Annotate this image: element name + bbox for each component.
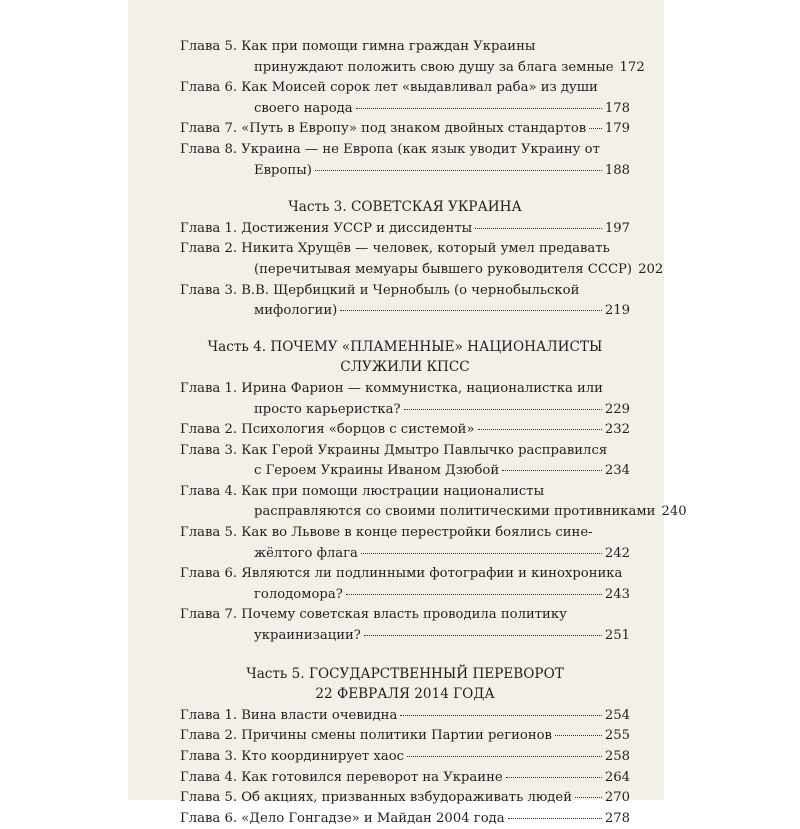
entry-last-line [180, 626, 630, 647]
page-number: 178 [604, 100, 630, 116]
dot-leader [340, 310, 602, 311]
toc-entry [180, 239, 664, 280]
entry-last-line [180, 58, 645, 79]
entry-last-line [180, 726, 630, 747]
section-title-line2: 22 ФЕВРАЛЯ 2014 ГОДА [315, 686, 495, 703]
entry-text: Глава 1. Вина власти очевидна [180, 707, 398, 723]
page-number: 243 [604, 586, 630, 602]
entry-text: Глава 2. Причины смены политики Партии регионов [180, 728, 552, 744]
toc-entry [180, 726, 630, 747]
toc-entry [180, 420, 630, 441]
dot-leader [502, 470, 602, 471]
entry-text: Глава 5. Как при помощи гимна граждан Украины [180, 39, 536, 54]
entry-text: Глава 3. В.В. Щербицкий и Чернобыль (о чернобыльской [180, 282, 580, 298]
entry-text: Глава 3. Как Герой Украины Дмытро Павлычко расправился [180, 442, 608, 458]
page-number: 255 [604, 728, 630, 744]
dot-leader [346, 594, 602, 595]
page-number: 197 [604, 220, 630, 236]
entry-last-line [180, 99, 630, 120]
page-number: 232 [604, 422, 630, 438]
toc-entry [180, 140, 630, 181]
page-number: 188 [604, 162, 630, 178]
entry-text: Глава 1. Ирина Фарион — коммунистка, националистка или [180, 380, 603, 396]
entry-text: Глава 5. Как во Львове в конце перестройки боялись сине- [180, 525, 593, 541]
entry-text: жёлтого флага [254, 545, 358, 561]
toc-entry [180, 605, 630, 646]
entry-text: мифологии) [254, 303, 338, 319]
page-number: 270 [604, 790, 630, 806]
entry-text: Глава 7. Почему советская власть проводила политику [180, 607, 567, 623]
page-number: 278 [604, 810, 630, 826]
entry-text: Глава 6. Являются ли подлинными фотографии и кинохроника [180, 566, 623, 582]
section-title: Часть 4. ПОЧЕМУ «ПЛАМЕННЫЕ» НАЦИОНАЛИСТЫ [207, 338, 603, 355]
section-title: Часть 5. ГОСУДАРСТВЕННЫЙ ПЕРЕВОРОТ [246, 665, 564, 682]
dot-leader [478, 429, 602, 430]
toc-entry [180, 768, 630, 789]
entry-last-line [180, 119, 630, 140]
dot-leader [508, 818, 602, 819]
toc-entry [180, 379, 630, 420]
entry-last-line [180, 706, 630, 727]
entry-last-line [180, 461, 630, 482]
toc-entry [180, 219, 630, 240]
section-title: Часть 3. СОВЕТСКАЯ УКРАИНА [288, 199, 522, 216]
dot-leader [315, 170, 602, 171]
entry-last-line [180, 161, 630, 182]
entry-text: Европы) [254, 162, 312, 178]
dot-leader [555, 735, 602, 736]
entry-text: Глава 6. Как Моисей сорок лет «выдавливал раба» из души [180, 80, 598, 96]
page-number: 254 [604, 707, 630, 723]
entry-last-line [180, 260, 664, 281]
page-number: 179 [604, 121, 630, 137]
entry-last-line [180, 400, 630, 421]
page-number: 219 [604, 303, 630, 319]
dot-leader [356, 108, 602, 109]
entry-text: Глава 2. Никита Хрущёв — человек, который умел предавать [180, 241, 610, 257]
entry-text: с Героем Украины Иваном Дзюбой [254, 463, 500, 479]
page-number: 234 [604, 463, 630, 479]
dot-leader [364, 635, 602, 636]
entry-last-line [180, 788, 630, 809]
page-number: 251 [604, 628, 630, 644]
entry-text: Глава 7. «Путь в Европу» под знаком двойных стандартов [180, 121, 587, 137]
entry-last-line [180, 809, 630, 829]
toc-entry [180, 482, 687, 523]
entry-text: Глава 3. Кто координирует хаос [180, 749, 405, 764]
dot-leader [400, 715, 602, 716]
page-number: 258 [604, 749, 630, 764]
dot-leader [475, 228, 602, 229]
entry-text: голодомора? [254, 586, 343, 602]
toc-entry [180, 523, 630, 564]
entry-last-line [180, 420, 630, 441]
toc-entry [180, 564, 630, 605]
dot-leader [589, 128, 602, 129]
entry-text: своего народа [254, 100, 353, 116]
toc-entry [180, 788, 630, 809]
entry-last-line [180, 768, 630, 789]
entry-last-line [180, 219, 630, 240]
entry-last-line [180, 544, 630, 565]
toc-entry [180, 809, 630, 829]
entry-text: расправляются со своими политическими противниками [254, 504, 656, 520]
section-title-line2: СЛУЖИЛИ КПСС [340, 359, 470, 376]
entry-last-line [180, 585, 630, 606]
entry-text: просто карьеристка? [254, 401, 401, 417]
entry-text: принуждают положить свою душу за блага земные [254, 59, 614, 75]
entry-text: Глава 5. Об акциях, призванных взбудораживать людей [180, 790, 573, 806]
entry-text: Глава 4. Как при помощи люстрации националисты [180, 483, 545, 499]
toc-entry [180, 747, 630, 768]
entry-text: украинизации? [254, 628, 361, 644]
entry-last-line [180, 502, 687, 523]
dot-leader [407, 756, 602, 757]
entry-text: Глава 1. Достижения УССР и диссиденты [180, 220, 473, 236]
toc-entry [180, 37, 645, 78]
entry-text: Глава 2. Психология «борцов с системой» [180, 422, 475, 438]
toc-entry [180, 119, 630, 140]
dot-leader [361, 553, 602, 554]
page-number: 264 [604, 769, 630, 785]
page-number: 240 [661, 504, 687, 520]
table-of-contents [180, 37, 687, 829]
entry-text: Глава 8. Украина — не Европа (как язык уводит Украину от [180, 141, 600, 157]
dot-leader [506, 777, 602, 778]
entry-text: (перечитывая мемуары бывшего руководителя СССР) [254, 261, 633, 277]
toc-entry [180, 281, 630, 322]
toc-entry [180, 706, 630, 727]
dot-leader [404, 409, 602, 410]
page-number: 202 [638, 261, 664, 277]
page-number: 172 [619, 59, 645, 75]
dot-leader [575, 797, 602, 798]
entry-last-line [180, 747, 630, 768]
page-number: 242 [604, 545, 630, 561]
entry-last-line [180, 301, 630, 322]
toc-entry [180, 78, 630, 119]
book-page [128, 0, 687, 826]
entry-text: Глава 4. Как готовился переворот на Украине [180, 769, 503, 785]
toc-entry [180, 441, 630, 482]
page-number: 229 [604, 401, 630, 417]
entry-text: Глава 6. «Дело Гонгадзе» и Майдан 2004 года [180, 810, 505, 826]
